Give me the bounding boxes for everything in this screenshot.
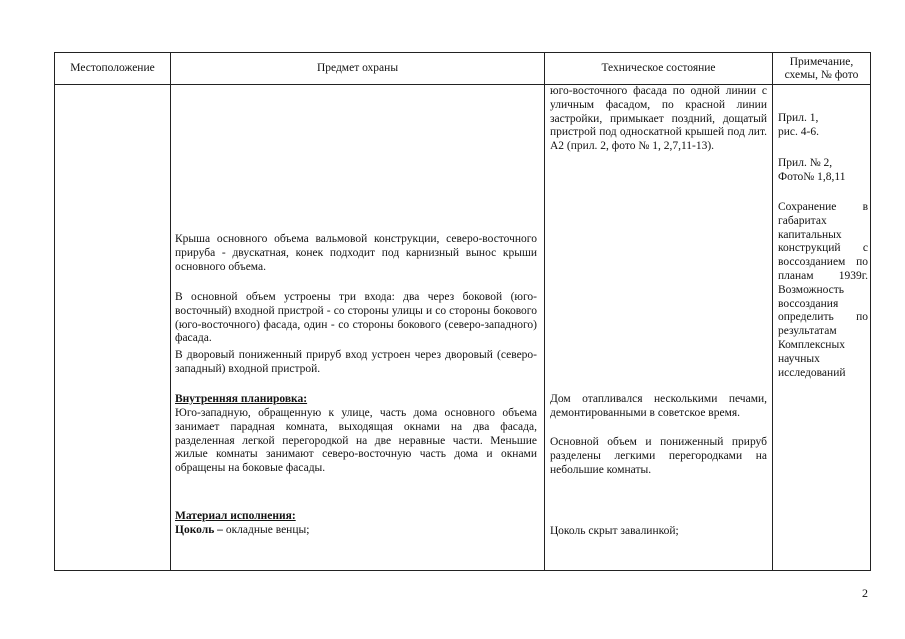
roof-description: Крыша основного объема вальмовой конструкции, северо-восточного прируба - двускатная, конек подходит под карнизный вынос крыши основного объема.	[175, 233, 537, 273]
header-state: Техническое состояние	[545, 53, 773, 85]
plinth-state: Цоколь скрыт завалинкой;	[550, 525, 679, 537]
entrances-description: В основной объем устроены три входа: два через боковой (юго-восточный) входной пристрой - со стороны улицы и со стороны бокового (юго-восточного) фасада, один - со стороны бокового (северо-западного) фасада.	[175, 291, 537, 345]
note-ref-2-line1: Прил. № 2,	[778, 157, 833, 169]
planning-description: Юго-западную, обращенную к улице, часть дома основного объема занимает парадная комната, выходящая окнами на два фасада, разделенная легкой перегородкой на две неравные части. Меньшие жилые комнаты занимают северо-восточную часть дома и окнами обращены на боковые фасады.	[175, 407, 537, 475]
plinth-material-text: окладные венцы;	[222, 524, 310, 536]
note-ref-1	[778, 112, 868, 140]
note-cell	[773, 85, 871, 571]
protection-table	[54, 52, 871, 571]
note-ref-1-line1: Прил. 1,	[778, 112, 819, 124]
material-heading: Материал исполнения:	[175, 510, 296, 522]
header-note-line1: Примечание,	[789, 55, 854, 68]
note-preservation: Сохранение в габаритах капитальных конструкций с воссозданием по планам 1939г. Возможность воссоздания определить по результатам Комплексных научных исследований	[778, 201, 868, 379]
facade-state: юго-восточного фасада по одной линии с уличным фасадом, по красной линии застройки, примыкает поздний, дощатый пристрой под односкатной крышей под лит. А2 (прил. 2, фото № 1, 2,7,11-13).	[550, 85, 767, 153]
header-location: Местоположение	[55, 53, 171, 85]
partitions-state: Основной объем и пониженный прируб разделены легкими перегородками на небольшие комнаты.	[550, 436, 767, 476]
state-cell	[545, 85, 773, 571]
location-cell	[55, 85, 171, 571]
table-header-row	[55, 53, 871, 85]
header-note-line2: схемы, № фото	[784, 68, 859, 81]
page-number: 2	[862, 586, 868, 600]
plinth-material	[175, 524, 537, 538]
note-ref-2-line2: Фото№ 1,8,11	[778, 170, 846, 183]
stoves-state: Дом отапливался несколькими печами, демонтированными в советское время.	[550, 393, 767, 419]
plinth-label: Цоколь –	[175, 524, 223, 536]
table-row	[55, 85, 871, 571]
note-ref-2	[778, 157, 868, 185]
note-ref-1-line2: рис. 4-6.	[778, 125, 819, 138]
subject-cell	[171, 85, 545, 571]
yard-entrance-description: В дворовый пониженный прируб вход устроен через дворовый (северо-западный) входной пристрой.	[175, 349, 537, 375]
planning-heading: Внутренняя планировка:	[175, 393, 308, 405]
header-note	[773, 53, 871, 85]
header-subject: Предмет охраны	[171, 53, 545, 85]
